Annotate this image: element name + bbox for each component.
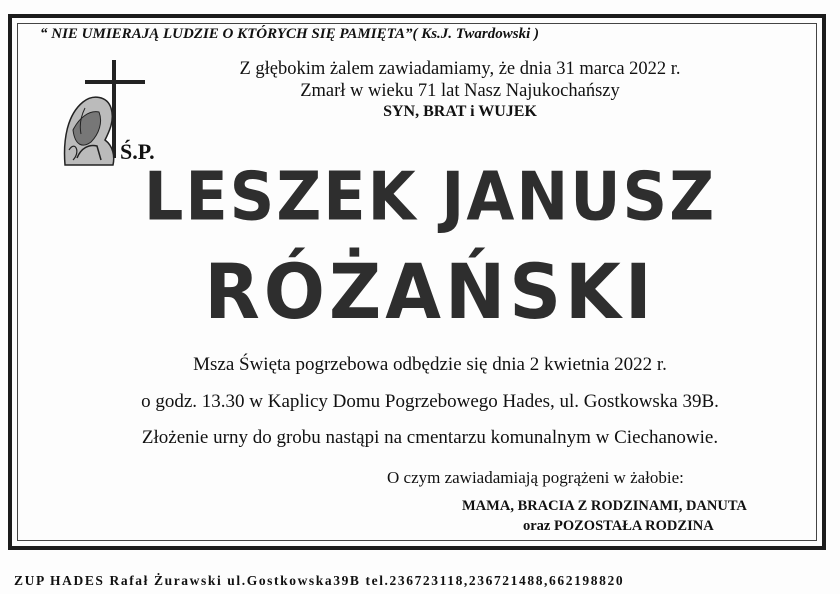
funeral-time-place: o godz. 13.30 w Kaplicy Domu Pogrzebowego Hades, ul. Gostkowska 39B. — [141, 391, 719, 412]
mourners-rest: oraz POZOSTAŁA RODZINA — [523, 518, 714, 534]
funeral-mass-date: Msza Święta pogrzebowa odbędzie się dnia 2 kwietnia 2022 r. — [193, 354, 667, 375]
deceased-first-names: LESZEK JANUSZ — [143, 157, 717, 236]
deceased-surname: RÓŻAŃSKI — [204, 247, 656, 337]
funeral-home-footer: ZUP HADES Rafał Żurawski ul.Gostkowska39B tel.236723118,236721488,662198820 — [14, 573, 625, 588]
relation-text: SYN, BRAT i WUJEK — [383, 103, 537, 120]
mourners-family: MAMA, BRACIA Z RODZINAMI, DANUTA — [462, 498, 747, 514]
memory-prefix: Ś.P. — [120, 139, 155, 164]
urn-burial-info: Złożenie urny do grobu nastąpi na cmentarzu komunalnym w Ciechanowie. — [141, 427, 719, 448]
motto-quote: “ NIE UMIERAJĄ LUDZIE O KTÓRYCH SIĘ PAMIĘTA”( Ks.J. Twardowski ) — [40, 26, 539, 42]
announcement-line-2: Zmarł w wieku 71 lat Nasz Najukochańszy — [300, 81, 620, 101]
mourners-label: O czym zawiadamiają pogrążeni w żałobie: — [387, 468, 684, 487]
announcement-line-1: Z głębokim żalem zawiadamiamy, że dnia 31 marca 2022 r. — [239, 59, 681, 79]
